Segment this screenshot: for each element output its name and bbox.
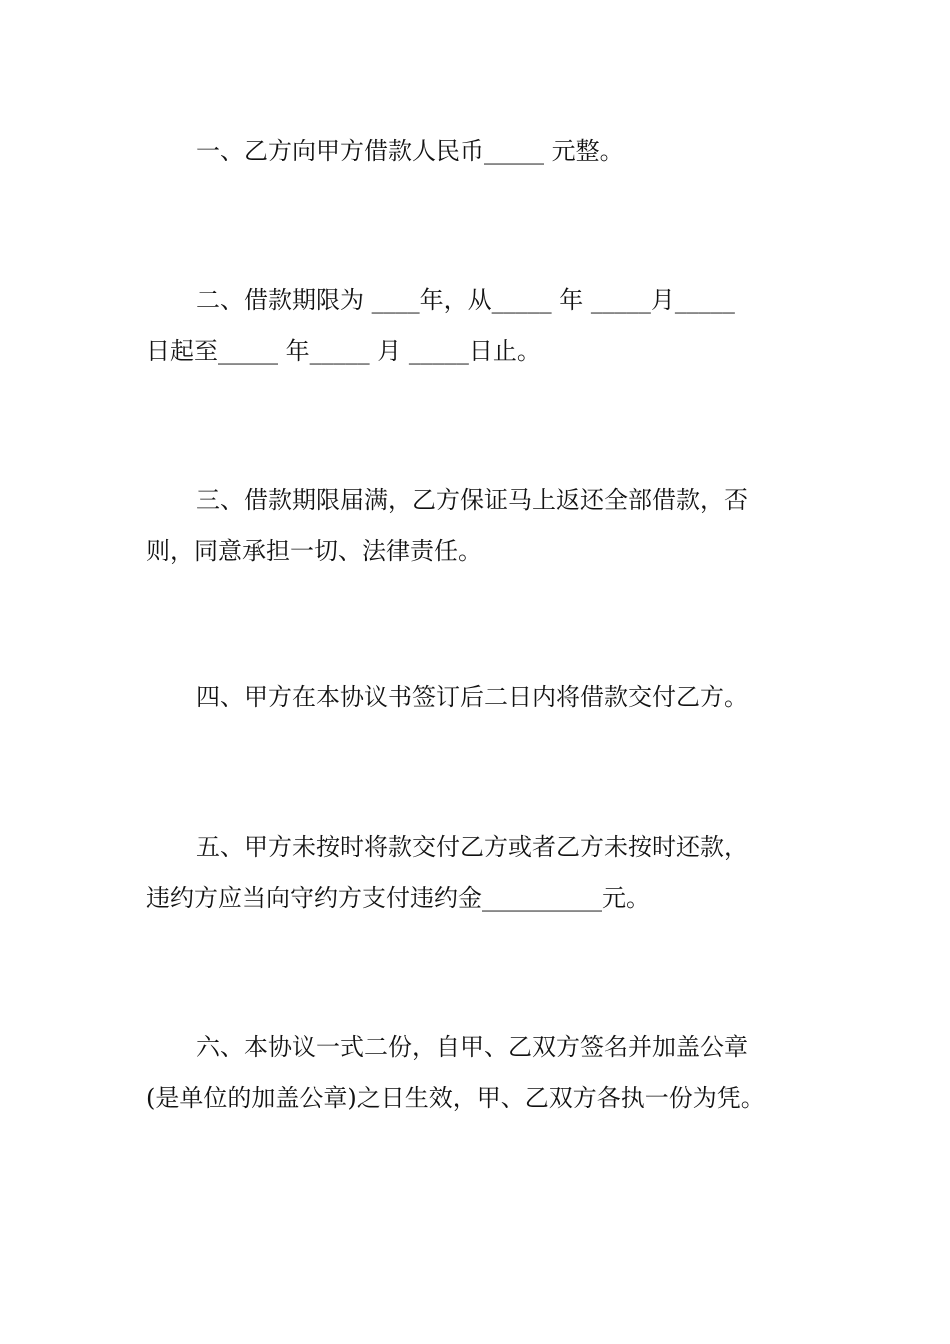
clause-line: 日起至_____ 年_____ 月 _____日止。 [146,337,541,365]
clause-line: (是单位的加盖公章)之日生效，甲、乙双方各执一份为凭。 [146,1084,765,1112]
clause-4-delivery [146,672,810,723]
clause-line: 六、本协议一式二份，自甲、乙双方签名并加盖公章 [196,1033,748,1061]
clause-6-effectiveness [146,1022,810,1124]
clause-line: 则，同意承担一切、法律责任。 [146,537,482,565]
clause-line: 五、甲方未按时将款交付乙方或者乙方未按时还款， [196,833,748,861]
clause-3-repayment [146,475,810,577]
clause-5-penalty [146,822,810,924]
clause-2-loan-term [146,275,810,377]
clause-line: 一、乙方向甲方借款人民币_____ 元整。 [196,137,624,165]
clause-line: 二、借款期限为 ____年，从_____ 年 _____月_____ [196,286,735,314]
clause-1-loan-amount [146,126,810,177]
clause-line: 四、甲方在本协议书签订后二日内将借款交付乙方。 [196,683,748,711]
clause-line: 违约方应当向守约方支付违约金__________元。 [146,884,650,912]
clause-line: 三、借款期限届满，乙方保证马上返还全部借款，否 [196,486,748,514]
